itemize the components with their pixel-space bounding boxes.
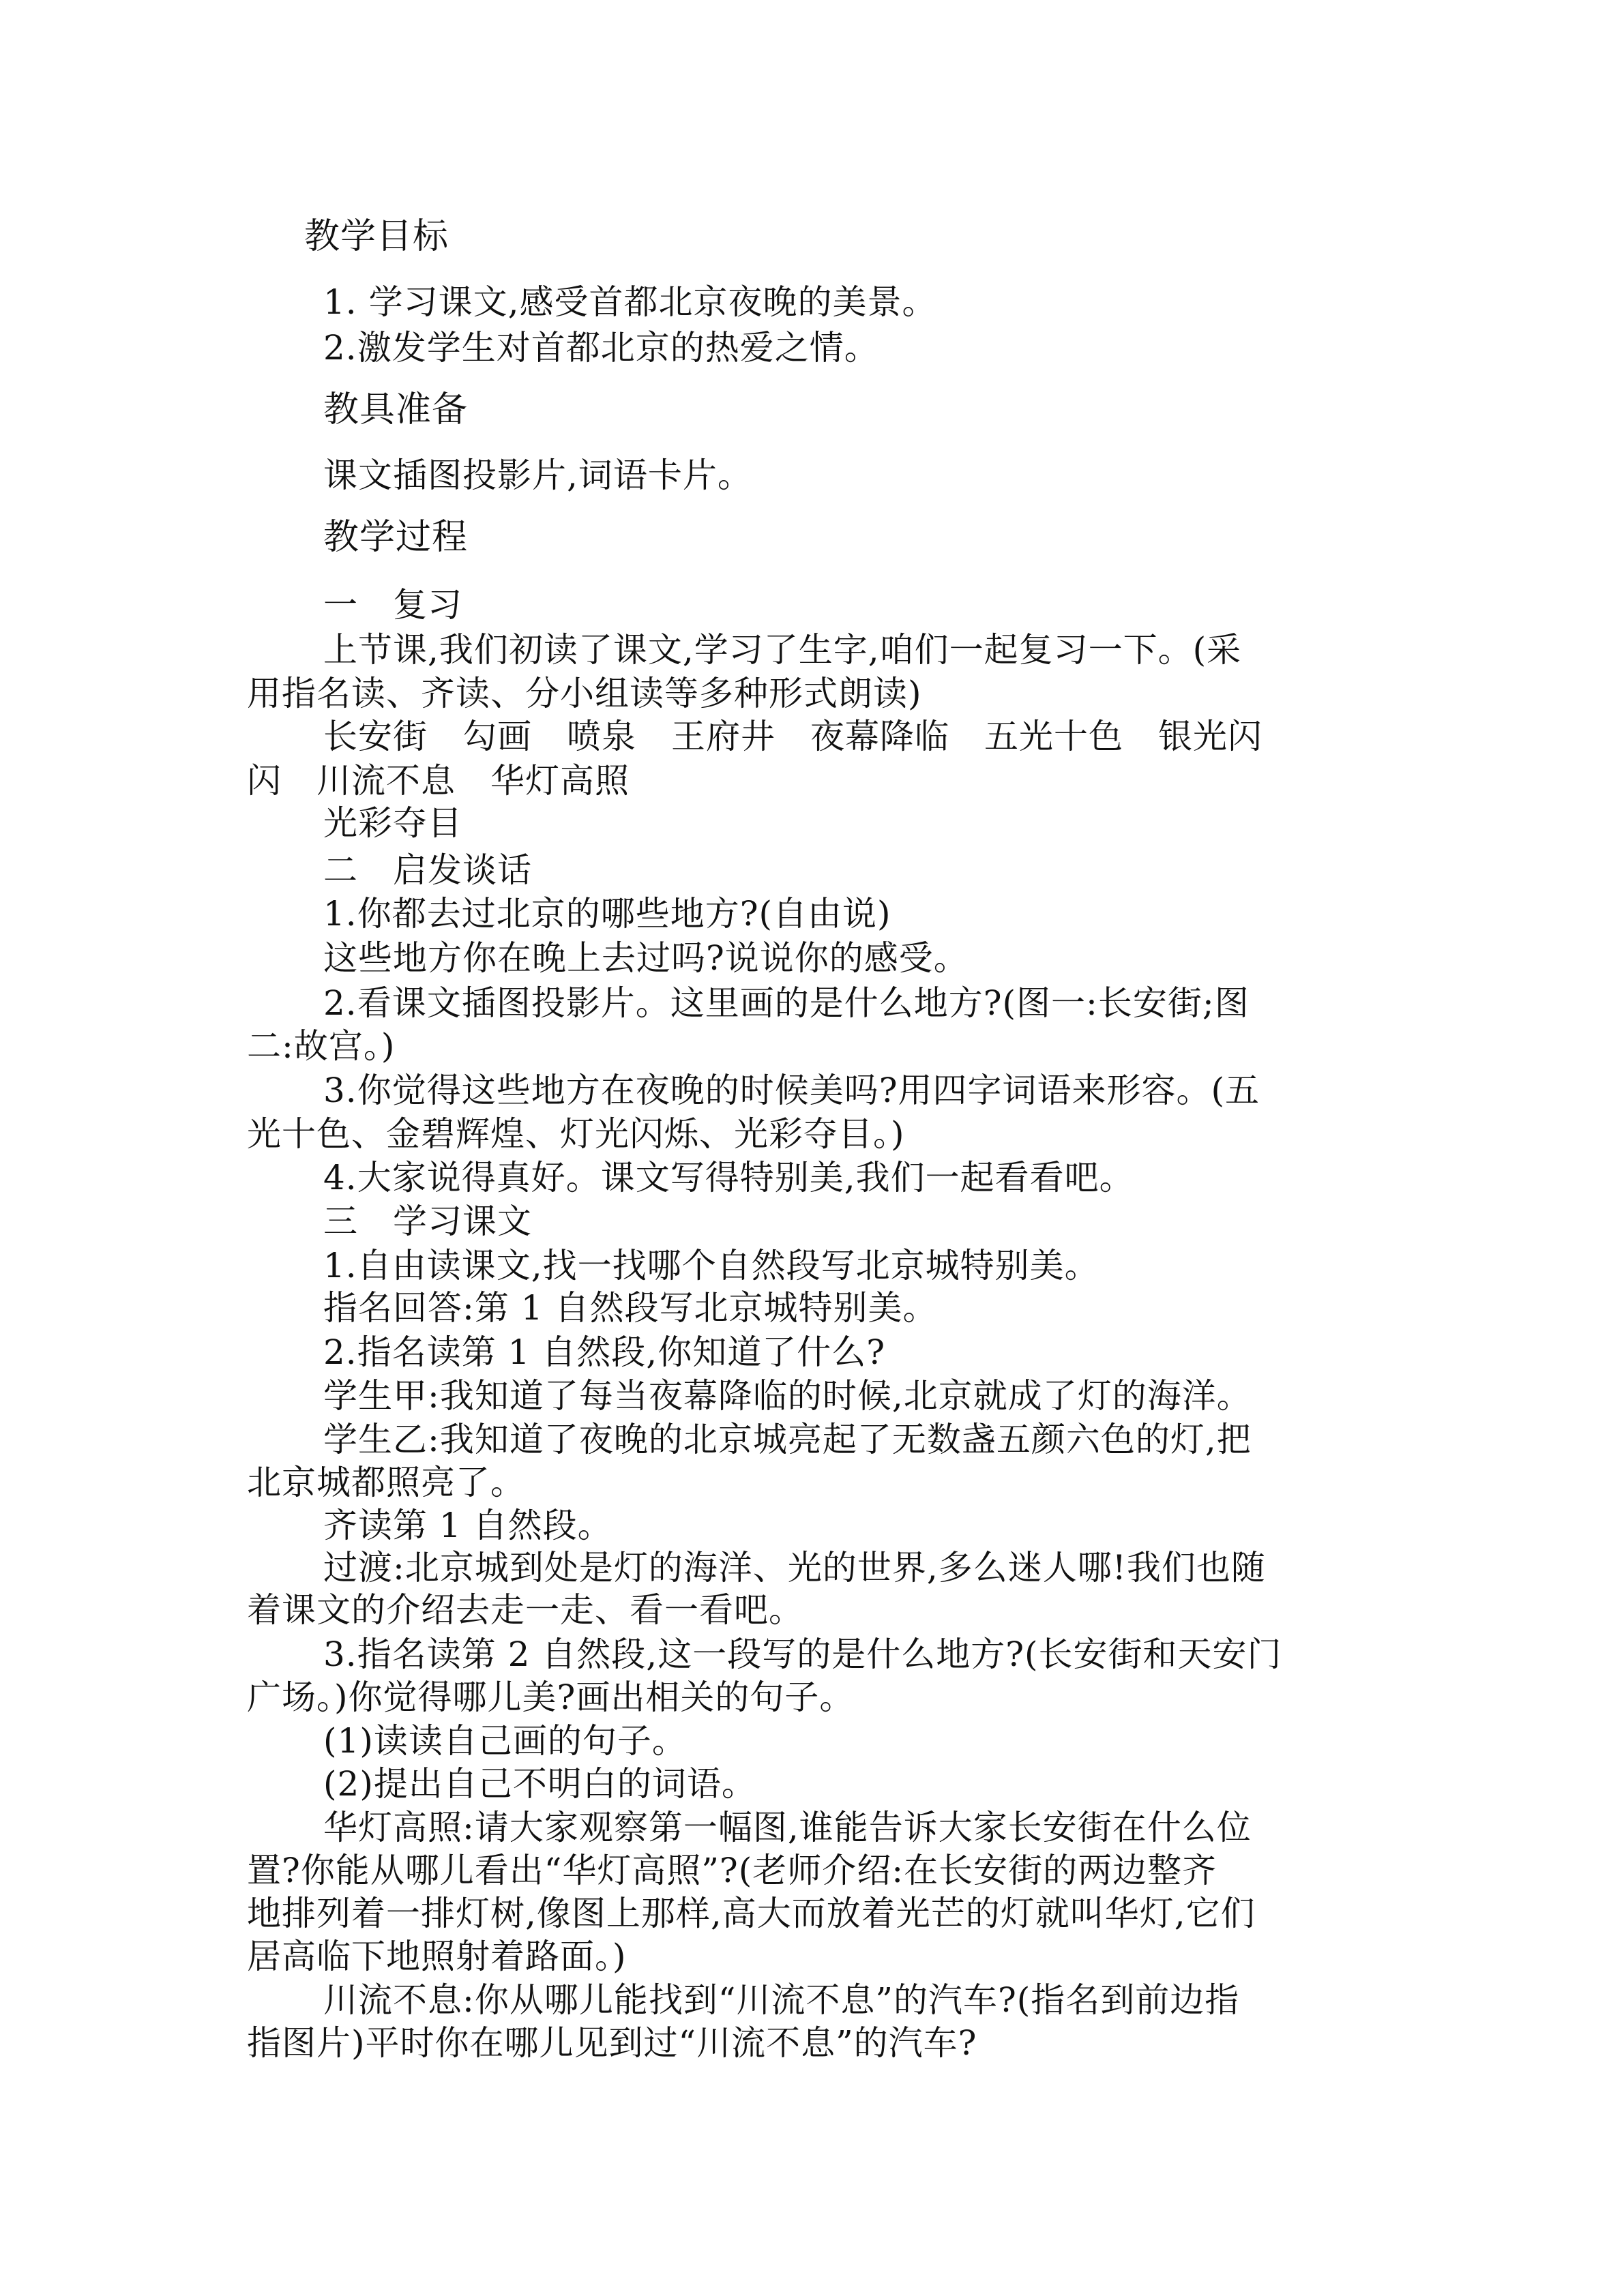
paragraph-line: 这些地方你在晚上去过吗?说说你的感受。 [323,938,969,978]
paragraph-line: 川流不息:你从哪儿能找到“川流不息”的汽车?(指名到前边指 [323,1980,1240,2020]
paragraph-line: 置?你能从哪儿看出“华灯高照”?(老师介绍:在长安街的两边整齐 [247,1851,1217,1890]
paragraph-line: 华灯高照:请大家观察第一幅图,谁能告诉大家长安街在什么位 [323,1808,1252,1847]
paragraph-line: 居高临下地照射着路面。) [247,1937,627,1976]
paragraph-line: 1.自由读课文,找一找哪个自然段写北京城特别美。 [323,1246,1099,1285]
section-title-process: 教学过程 [323,517,469,558]
step-heading-discussion: 二 启发谈话 [323,850,532,890]
paragraph-line: 指图片)平时你在哪儿见到过“川流不息”的汽车? [247,2023,977,2063]
step-heading-study: 三 学习课文 [323,1202,532,1241]
paragraph-line: 广场。)你觉得哪儿美?画出相关的句子。 [247,1678,855,1717]
paragraph-line: 用指名读、齐读、分小组读等多种形式朗读) [247,674,922,713]
paragraph-line: 3.指名读第 2 自然段,这一段写的是什么地方?(长安街和天安门 [323,1635,1282,1674]
objective-2: 2.激发学生对首都北京的热爱之情。 [323,328,879,368]
vocabulary-line: 长安街 勾画 喷泉 王府井 夜幕降临 五光十色 银光闪 [323,717,1263,756]
vocabulary-line: 光彩夺目 [323,803,462,843]
paragraph-line: 过渡:北京城到处是灯的海洋、光的世界,多么迷人哪!我们也随 [323,1548,1266,1587]
materials-text: 课文插图投影片,词语卡片。 [323,456,752,495]
paragraph-line: 二:故宫。) [247,1026,396,1066]
paragraph-line: 着课文的介绍去走一走、看一看吧。 [247,1590,803,1630]
section-title-materials: 教具准备 [323,389,469,430]
paragraph-line: 学生乙:我知道了夜晚的北京城亮起了无数盏五颜六色的灯,把 [323,1420,1252,1459]
paragraph-line: 北京城都照亮了。 [247,1463,525,1502]
paragraph-line: 4.大家说得真好。课文写得特别美,我们一起看看吧。 [323,1158,1134,1197]
paragraph-line: 1.你都去过北京的哪些地方?(自由说) [323,894,891,934]
paragraph-line: 3.你觉得这些地方在夜晚的时候美吗?用四字词语来形容。(五 [323,1071,1260,1110]
paragraph-line: (1)读读自己画的句子。 [323,1721,687,1761]
paragraph-line: 齐读第 1 自然段。 [323,1506,612,1545]
paragraph-line: 上节课,我们初读了课文,学习了生字,咱们一起复习一下。(采 [323,630,1242,670]
section-title-objectives: 教学目标 [304,216,449,257]
vocabulary-line: 闪 川流不息 华灯高照 [247,761,630,801]
paragraph-line: 2.指名读第 1 自然段,你知道了什么? [323,1332,886,1372]
paragraph-line: 光十色、金碧辉煌、灯光闪烁、光彩夺目。) [247,1114,905,1154]
paragraph-line: 指名回答:第 1 自然段写北京城特别美。 [323,1288,938,1328]
paragraph-line: 学生甲:我知道了每当夜幕降临的时候,北京就成了灯的海洋。 [323,1376,1252,1416]
paragraph-line: (2)提出自己不明白的词语。 [323,1764,756,1804]
paragraph-line: 地排列着一排灯树,像图上那样,高大而放着光芒的灯就叫华灯,它们 [247,1894,1256,1933]
step-heading-review: 一 复习 [323,585,462,625]
objective-1: 1. 学习课文,感受首都北京夜晚的美景。 [323,282,937,322]
paragraph-line: 2.看课文插图投影片。这里画的是什么地方?(图一:长安街;图 [323,983,1250,1023]
